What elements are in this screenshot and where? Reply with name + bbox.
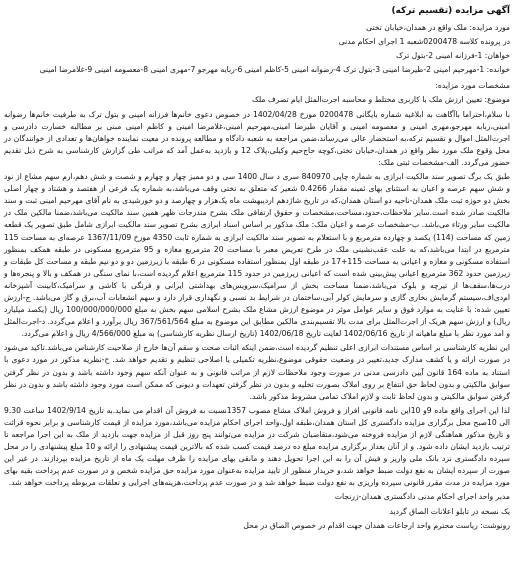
notice-title: آگهی مزایده (تقسیم ترکه) [391,6,510,16]
case-line: در پرونده کلاسه 0200478شعبه 1 اجرای احکام مدنی [338,37,510,47]
topic-line: موضوع: تعیین ارزش ملک با کاربری مختلط و محاسبه اجرت‌المثل ایام تصرف ملک [252,95,510,105]
body-paragraph-1: با سلام،احتراما باآگاهت به ابلاغیه شماره بایگانی 0200478 مورخ 1402/04/28 در خصوص دعوی خانم‌ها فرزانه امینی و بتول ترک به طرفیت خانم‌ها رضوانه امینی،ربابه مهرجو،مهری امینی و معصومه امینی و آقایان طیرضا امینی،مهرحیم امینی،غلامرضا امینی و کاظم امینی مبنی بر مطالبه خسارت دادرسی و اجرت‌المثل اموال و تقسیم ترکه،به استحضار عالی می‌رساند،ضمن مراجعه به شعبه دادگاه و مطالعه پرونده در معیت نماینده خواهان‌ها و تعدادی از خوانندگان در محل وقوع ملک مورد نظر واقع در همدان،خیابان تختی،کوچه حاج‌حیم وکیلی،پلاک 12 و بازدید به‌عمل آمد که مراتب طی گزارش کارشناسی به شرح ذیل تقدیم حضور می‌گردد. الف-مشخصات ثبتی ملک: [4,109,510,167]
copy-line: رونوشت: ریاست محترم واحد ارجاعات همدان جهت اقدام در خصوص الصاق در محل [243,520,510,530]
body-paragraph-3: این نظریه کارشناسی بر اساس مستندات ابرازی اعلی تنظیم گردیده است،ضمن اینکه اثبات صحت و سقم آن‌ها خارج از صلاحیت کارشناس می‌باشد.تاکید می‌شود در صورت ارائه و یا کشف مدارک جدید،تغییر در وضعیت حقوقی موضوع،نظریه تکمیلی یا اصلاحی تنظیم و تقدیم خواهد شد. ح-نظریه مذکور در مورد دعوی با استناد به ماده 164 قانون آیین دادرسی مدنی در صورت وجود ملاحظات لازم از مراتب قانونی و به عنوان آنکه سهم وجود داشته باشد و بدون در نظر گرفتن سوابق مالکیتی و بدون لحاظ حق انتفاع بر روی املاک بصورت تخلیه و بدون در نظر گرفتن تعهدات و دیونی که ممکن است مورد وجود داشته باشد و بدون در نظر گرفتن سوابق مالکیتی و بدون لحاظ ثابت و لازم املاک تمامی مشروط مذکور باشد. [4,343,510,401]
subject-line: مورد مزایده: ملک واقع در همدان،خیابان تختی [366,23,510,32]
posting-line: یک نسخه در تابلو اعلانات الصاق گردید [389,506,510,516]
body-paragraph-2: طبق یک برگ تصویر سند مالکیت ابرازی به شماره چاپی 840970 سری د سال 1400 سی و دو ممیز چهار و چهارم و شصت و شش دهم،ارم سهم مشاع از نود و شش سهم عرصه و اعیان به استثنای بهای ثمینه مقدار 0.4266 شعیر که متعلق به تختی وقف می‌باشد،به شماره یک فرعی از هفتصد و هشتاد و چهار اصلی بخش دو حوزه ثبت ملک همدان-ناحیه دو استان همدان،که در تاریخ شاژدهم اردیبهشت ماه یک‌هزار و چهارصد و دو خورشیدی به نام آقای مهرحیم امینی ثبت و سند مالکیت صادر شده است.سایر ملاحظات،حدود،مساحت،مشخصات و حقوق ارتفاقی ملک بشرح مندرجات ظهر همین سند مالکیت می‌باشد،ضمنا مالکین ملک در مالکیت سایر ورثاء می‌باشد. ب-مشخصات عرصه و اعیان ملک: ملک مذکور بر اساس اسناد ابرازی بشرح تصویر سند مالکیت ابرازی شامل طبق تصویر یک قطعه زمین که مساحت (114) یکصد و چهارده مترمربع و با استعلام به تصویر سند مالکیت ابرازی به شماره ثابت 4350 مورخ 1367/11/09 عرصه‌ای به مساحت 115 مترمربع در ابتدا می‌باشد،که به علت عقب‌نشینی ملک در طرح تعریض معبر با مساحت 20 مترمربع مغازه و 95 مترمربع مسکونی در طبقه همکف بمنظور استفاده مسکونی و مغازه و اعیانی به مساحت 115+17 در طبقه اول بمنظور استفاده مسکونی در 6 طبقه با زیرزمین دو و دو نیم طبقه و مساحت کل طبقات و زیرزمین حدود 362 مترمربع اعیانی پیش‌بینی شده است که اعیانی زیرزمین در حدود 115 مترمربع اعلام گردیده است،با نمای سنگی در همکف و بالا و پنجره‌ها و درب‌ها،سقف‌ها از تیرچه و بلوک می‌باشد،ضمنا مساحت بخش از سرامیک،سرویس‌های بهداشتی ایرانی و فرنگی با کاشی و سرامیک،کابینت آشپزخانه ام‌دی‌اف،سیستم گرمایش بخاری گازی و سرمایش کولر آبی،ساختمان در شرایط بد نسبی و نگهداری قرار دارد و سهم انشعابات آب،برق و گاز می‌باشد. ج-ارزش تعیین شده: با عنایت به موارد فوق و سایر عوامل موثر در موضوع ارزش مشاع ملک بشرح اسلامی سهم بخش به مبلغ 100/000/000/000 ریال (یکصد میلیارد ریال) و ارزش سهم هریک از اجرت‌المثل برای مدت بالا تقسیم‌بندی مالکین مطابق این موضوع به مبلغ 367/561/564 ریال برآورد و اعلام می‌گردد. د-اجرت‌المثل و امد مورد نظر با مبلغ ماهیانه از تاریخ 1402/06/16 لغایت تاریخ 1402/06/18 (تاریخ ارسال نظریه کارشناسی) به مبلغ 4/566/000 ریال و اعلام می‌گردد. [4,172,511,339]
defendants-line: خوانده: 1-مهرحیم امینی 2-طیرضا امینی 3-بتول ترک 4-رضوانه امینی 5-کاظم امینی 6-ربابه مهرجو 7-مهری امینی 8-معصومه امینی 9-غلامرضا امینی [39,65,510,75]
signature-line: مدیر واحد اجرای احکام مدنی دادگستری همدان-زرنجات [334,492,510,502]
specs-heading: مشخصات مورد مزایده: [435,81,510,91]
body-paragraph-4: لذا این اجرای واقع ماده 9و 10این نامه قانونی افراز و فروش املاک مشاع مصوب 1357نسبت به فروش آن اقدام می نماید.به تاریخ 1402/9/14 ساعت 9.30 الی 10صبح محل برگزاری مزایده دادگستری کل استان همدان،طبقه اول،واحد اجرای احکام مزایده می‌باشد،مورد مزایده از قیمت کارشناسی و برابر نحوه قرائت و تاریخ مذکور هماهنگی لازم از مزایده فروخته می‌شود،متقاضیان شرکت در مزایده می‌توانند پنج روز قبل از مزایده جهت بازدید از ملک به این اجرا مراجعه تا ترتیب بازدید ایشان داده شود. و از آنان بعداز برگزاری مزایده مبلغ ده درصد قیمت کسب شده که بالاترین قیمت پیشنهادی را ارائه و 10 مبلغ پیشنهادی را در محل سپرده دادگستری نزد بانک ملی واریز و فیش آن را به این اجرا تحویل دهند و مابقی بهای مزایده را ظرف مهلت یک ماه از تاریخ مزایده بپردازند. در غیر این صورت از سپرده ایشان به نفع دولت ضبط خواهد شد،و خریدار منظور از تایید مزایده به‌عنوان مورد مزایده حق مزایده شخص و در صورت عدم پرداخت بقیه بهای مورد مزایده در مدت مقرر قانونی سپرده واریزی به نفع دولت ضبط خواهد شد و در صورت عدم پرداخت،هزینه‌های اجرایی و تعلقات مربوطه پرداخت خواهد شد. [4,405,510,488]
plaintiff-line: خواهان: 1-فرزانه امینی 2-بتول ترک [396,51,510,61]
